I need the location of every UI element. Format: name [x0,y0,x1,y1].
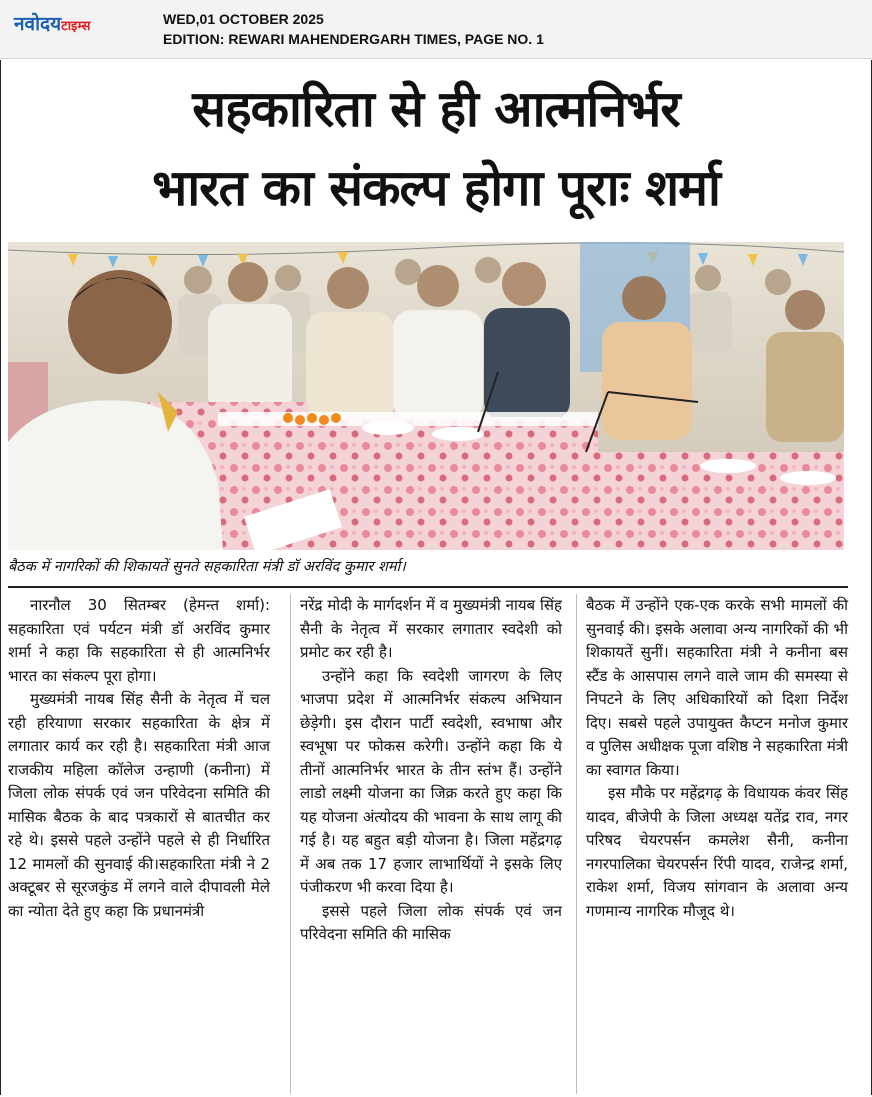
logo-sub-text: टाइम्स [61,19,91,34]
article-column-2 [300,594,562,947]
paragraph: बैठक में उन्होंने एक-एक करके सभी मामलों की सुनवाई की। इसके अलावा अन्य नागरिकों की भी शिकायतें सुनीं। सहकारिता मंत्री ने कनीना बस स्टैंड के आसपास लगने वाले जाम की समस्या से निपटने के लिए अधिकारियों को दिशा निर्देश दिए। सबसे पहले उपायुक्त कैप्टन मनोज कुमार व पुलिस अधीक्षक पूजा वशिष्ठ ने सहकारिता मंत्री का स्वागत किया। [586,596,848,779]
edition-page: EDITION: REWARI MAHENDERGARH TIMES, PAGE NO. 1 [163,31,544,47]
paragraph: उन्होंने कहा कि स्वदेशी जागरण के लिए भाजपा प्रदेश में आत्मनिर्भर संकल्प अभियान छेड़ेगी। इस दौरान पार्टी स्वदेशी, स्वभाषा और स्वभूषा पर फोकस करेगी। उन्होंने कहा कि ये तीनों आत्मनिर्भर भारत के तीन स्तंभ हैं। उन्होंने लाडो लक्ष्मी योजना का जिक्र करते हुए कहा कि यह योजना अंत्योदय की भावना के साथ लागू की गई है। यह बहुत बड़ी योजना है। जिला महेंद्रगढ़ में अब तक 17 हजार लाभार्थियों ने इसके लिए पंजीकरण भी करवा दिया है। [300,666,562,896]
paragraph: इस मौके पर महेंद्रगढ़ के विधायक कंवर सिंह यादव, बीजेपी के जिला अध्यक्ष यतेंद्र राव, नगर परिषद चेयरपर्सन कमलेश सैनी, कनीना नगरपालिका चेयरपर्सन रिंपी यादव, राजेन्द्र शर्मा, राकेश शर्मा, विजय सांगवान के अलावा अन्य गणमान्य नागरिक मौजूद थे। [586,784,848,920]
headline-line-1: सहकारिता से ही आत्मनिर्भर [192,80,680,138]
column-divider [290,594,291,1094]
paragraph: इससे पहले जिला लोक संपर्क एवं जन परिवेदना समिति की मासिक [300,901,562,943]
article-column-1 [8,594,270,923]
paragraph: मुख्यमंत्री नायब सिंह सैनी के नेतृत्व में चल रही हरियाणा सरकार सहकारिता के क्षेत्र में लगातार कार्य कर रही है। सहकारिता मंत्री आज राजकीय महिला कॉलेज उन्हाणी (कनीना) में जिला लोक संपर्क एवं जन परिवेदना समिति की मासिक बैठक के बाद पत्रकारों से बातचीत कर रहे थे। इससे पहले उन्होंने पहले से ही निर्धारित 12 मामलों की सुनवाई की।सहकारिता मंत्री ने 2 अक्टूबर से सूरजकुंड में लगने वाले दीपावली मेले का न्योता देते हुए कहा कि प्रधानमंत्री [8,690,270,920]
article-column-3 [586,594,848,923]
column-divider [576,594,577,1094]
paragraph: नारनौल 30 सितम्बर (हेमन्त शर्मा): सहकारिता एवं पर्यटन मंत्री डॉ अरविंद कुमार शर्मा ने कहा कि सहकारिता से ही आत्मनिर्भर भारत का संकल्प पूरा होगा। [8,596,270,685]
edition-info [163,9,544,49]
meeting-photo-illustration [8,242,844,550]
issue-date: WED,01 OCTOBER 2025 [163,11,324,27]
logo-main-text: नवोदय [14,13,62,35]
paragraph: नरेंद्र मोदी के मार्गदर्शन में व मुख्यमंत्री नायब सिंह सैनी के नेतृत्व में सरकार लगातार स्वदेशी को प्रमोट कर रही है। [300,596,562,661]
photo-caption: बैठक में नागरिकों की शिकायतें सुनते सहकारिता मंत्री डॉ अरविंद कुमार शर्मा। [8,559,406,575]
newspaper-logo[interactable] [14,10,90,36]
headline-line-2: भारत का संकल्प होगा पूराः शर्मा [152,159,720,217]
headline [0,70,872,228]
masthead-bar [0,0,872,59]
news-photo [8,242,844,550]
caption-divider [8,586,848,588]
